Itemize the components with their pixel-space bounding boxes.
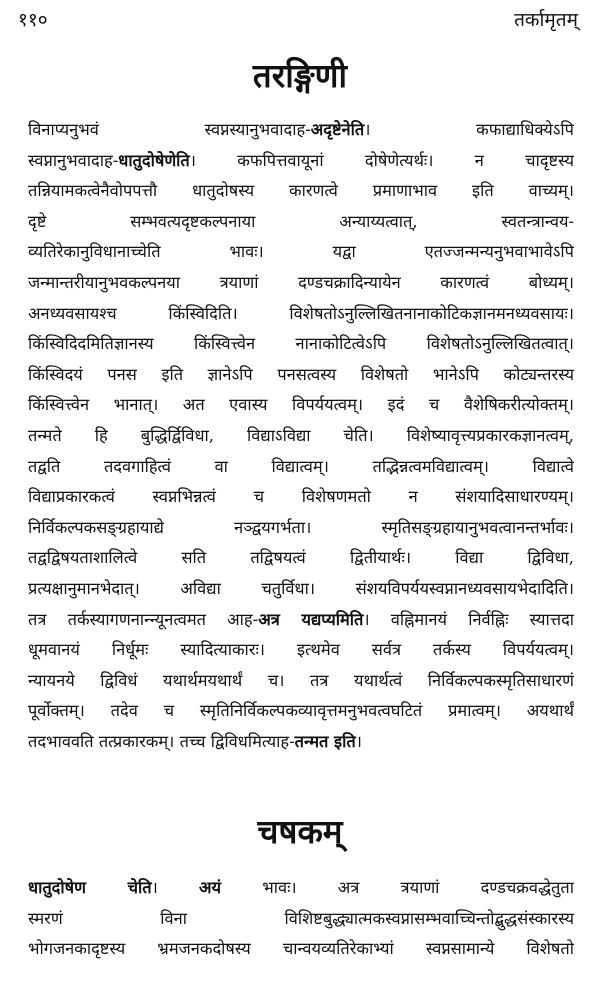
book-title: तर्कामृतम् <box>514 9 578 31</box>
text-line: स्मरणं विना विशिष्टबुद्ध्यात्मकस्वप्नासम्भवाच्चिन्तोद्बुद्धसंस्कारस्य <box>28 908 574 928</box>
running-header <box>18 4 578 34</box>
text-line: धातुदोषेण चेति। अयं भावः। अत्र त्रयाणां दण्डचक्रवद्धेतुता <box>28 878 574 897</box>
text-line: जन्मान्तरीयानुभवकल्पनया त्रयाणां दण्डचक्रादिन्यायेन कारणत्वं बोध्यम्। <box>28 272 574 292</box>
section-title-tarangini: तरङ्गिणी <box>252 56 348 95</box>
text-line: निर्विकल्पकसङ्ग्रहायाद्ये नञ्द्वयगर्भता। स्मृतिसङ्ग्रहायानुभवत्वानन्तर्भावः। <box>28 517 574 537</box>
text-line: किंस्विदयं पनस इति ज्ञानेऽपि पनसत्वस्य विशेषतो भानेऽपि कोट्यन्तरस्य <box>28 364 574 384</box>
text-line: किंस्वित्त्वेन भानात्। अत एवास्य विपर्ययत्वम्। इदं च वैशेषिकरीत्योक्तम्। <box>28 395 574 415</box>
text-line: स्वप्नानुभवादाह-धातुदोषेणेति। कफपित्तवायूनां दोषेणेत्यर्थः। न चादृष्टस्य <box>28 150 574 170</box>
chashakam-commentary <box>28 873 574 965</box>
tarangini-commentary <box>28 115 574 757</box>
text-line: विद्याप्रकारकत्वं स्वप्नभिन्नत्वं च विशेषणमतो न संशयादिसाधारण्यम्। <box>28 487 574 507</box>
text-line: किंस्विदिदमितिज्ञानस्य किंस्वित्त्वेन नानाकोटित्वेऽपि विशेषतोऽनुल्लिखितत्वात्। <box>28 334 574 354</box>
text-line: तद्वति तदवगाहित्वं वा विद्यात्वम्। तद्भिन्नत्वमविद्यात्वम्। विद्यात्वे <box>28 456 574 476</box>
text-line: धूमवानयं निर्धूमः स्यादित्याकारः। इत्थमेव सर्वत्र तर्कस्य विपर्ययत्वम्। <box>28 640 574 660</box>
section-title-chashakam: चषकम् <box>257 812 343 851</box>
text-line: तदभाववति तत्प्रकारकम्। तच्च द्विविधमित्याह-तन्मत इति। <box>28 731 362 751</box>
text-line: तद्वद्विषयताशालित्वे सति तद्विषयत्वं द्वितीयार्थः। विद्या द्विविधा, <box>28 548 574 568</box>
text-line: तन्नियामकत्वेनैवोपपत्तौ धातुदोषस्य कारणत्वे प्रमाणाभाव इति वाच्यम्। <box>28 181 574 201</box>
text-line: पूर्वोक्तम्। तदेव च स्मृतिनिर्विकल्पकव्यावृत्तमनुभवत्वघटितं प्रमात्वम्। अयथार्थं <box>28 701 574 721</box>
text-line: भोगजनकादृष्टस्य भ्रमजनकदोषस्य चान्वयव्यतिरेकाभ्यां स्वप्नसामान्ये विशेषतो <box>28 939 574 959</box>
text-line: तन्मते हि बुद्धिर्द्विविधा, विद्याऽविद्या चेति। विशेष्यावृत्त्यप्रकारकज्ञानत्वम्, <box>28 425 574 445</box>
page-number: ११० <box>18 9 48 31</box>
text-line: व्यतिरेकानुविधानाच्चेति भावः। यद्वा एतज्जन्मन्यनुभवाभावेऽपि <box>28 242 574 262</box>
text-line: तत्र तर्कस्यागणनान्न्यूनत्वमत आह-अत्र यद्यप्यमिति। वह्निमानयं निर्वह्निः स्यात्तदा <box>28 609 574 629</box>
text-line: दृष्टे सम्भवत्यदृष्टकल्पनाया अन्याय्यत्वात्, स्वतन्त्रान्वय- <box>28 211 574 231</box>
text-line: अनध्यवसायश्च किंस्विदिति। विशेषतोऽनुल्लिखितनानाकोटिकज्ञानमनध्यवसायः। <box>28 303 574 323</box>
text-line: प्रत्यक्षानुमानभेदात्। अविद्या चतुर्विधा। संशयविपर्ययस्वप्नानध्यवसायभेदादिति। <box>28 578 574 598</box>
text-line: न्यायनये द्विविधं यथार्थमयथार्थं च। तत्र यथार्थत्वं निर्विकल्पकस्मृतिसाधारणं <box>28 670 574 690</box>
text-line: विनाप्यनुभवं स्वप्नस्यानुभवादाह-अदृष्टेनेति। कफाद्याधिक्येऽपि <box>28 120 574 139</box>
